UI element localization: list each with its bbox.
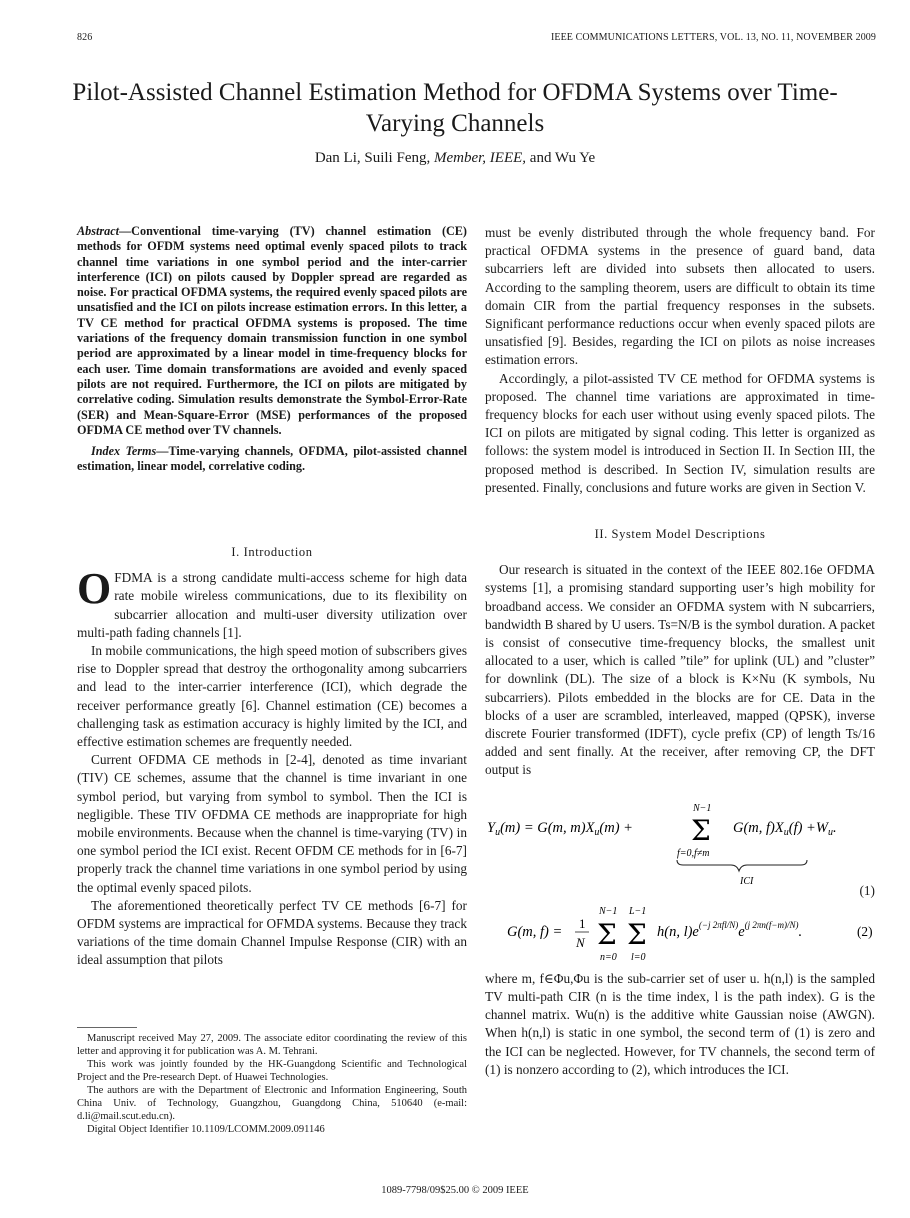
system-model-paragraph-1: Our research is situated in the context of the IEEE 802.16e OFDMA systems [1], a promising standard supporting user’s high mobility for broadband access. We consider an OFDMA system with N subcarriers, bandwidth B shared by U users. Ts=N/B is the symbol duration. A packet is consist of consecutive time-frequency blocks, the smallest unit allocated to a user, which is called ”tile” for uplink (UL) and ”cluster” for downlink (DL). The size of a block is K×Nu (K symbols, Nu subcarriers). Pilots embedded in the blocks are for CE. Data in the blocks of a user are scrambled, interleaved, mapped (QPSK), inverse discrete Fourier transformed (IDFT), cycle prefix (CP) of length Ts/16 added and sent finally. At the receiver, after removing CP, the DFT output is (485, 562, 875, 778)
index-terms (77, 444, 467, 475)
copyright-line: 1089-7798/09$25.00 © 2009 IEEE (381, 1185, 529, 1196)
author-member: Member, IEEE, (433, 150, 527, 166)
abstract-text: —Conventional time-varying (TV) channel estimation (CE) methods for OFDM systems need optimal evenly spaced pilots to track channel time variations in one symbol period and the inter-carrier interference (ICI) on pilots caused by Doppler spread are regarded as noise. For practical OFDMA systems, the required evenly spaced pilots are unsatisfied and the ICI on pilots increase estimation errors. In this letter, a TV CE method for practical OFDMA systems is proposed. The time variations of the frequency domain transmission function in one symbol period are approximated by a linear model in time-frequency blocks for each user. Time domain transformations are avoided and evenly spaced pilots are not required. Furthermore, the ICI on pilots are mitigated by correlative coding. Simulation results demonstrate the Symbol-Error-Rate (SER) and Mean-Square-Error (MSE) performances of the proposed OFDMA CE method over TV channels. (77, 224, 467, 437)
footnote-4: Digital Object Identifier 10.1109/LCOMM.2009.091146 (87, 1124, 325, 1135)
equation-1 (485, 794, 875, 884)
footnote-3: The authors are with the Department of Electronic and Information Engineering, South China Univ. of Technology, Guangzhou, Guangdong China, 510640 (e-mail: d.li@mail.scut.edu.cn). (77, 1085, 467, 1122)
abstract (77, 224, 467, 438)
eq1-sum-upper: N−1 (693, 802, 712, 814)
index-terms-label: Index Terms (91, 444, 157, 459)
eq1-sigma: Σ (691, 813, 711, 847)
drop-cap: O (77, 564, 112, 614)
journal-header: IEEE COMMUNICATIONS LETTERS, VOL. 13, NO. 11, NOVEMBER 2009 (550, 32, 876, 43)
eq2-sum1-lower: n=0 (600, 951, 617, 962)
intro-paragraph-4-cont: must be evenly distributed through the whole frequency band. For practical OFDMA systems in the presence of guard band, data subcarriers left are divided into subsets then allocated to users. According to the sampling theorem, users are difficult to obtain its time domain CIR from the partial frequency responses in the subsets. Significant performance reductions occur when evenly spaced pilots are unsatisfied [9]. Besides, regarding the ICI on pilots as noise increases estimation errors. (485, 225, 875, 368)
eq1-rhs: G(m, $f)X_u(f) +W_u$. (733, 819, 837, 838)
intro-paragraph-2: In mobile communications, the high speed motion of subscribers gives rise to Doppler spread that destroy the orthogonality among subcarriers and lead to the inter-carrier interference (ICI), which degrade the receiver performance greatly [6]. Channel estimation (CE) becomes a challenging task as estimation accuracy is highly limited by the ICI, and effective estimation schemes are frequently needed. (77, 643, 467, 750)
eq2-sum2-lower: l=0 (631, 951, 646, 962)
footnote (77, 1032, 467, 1136)
eq1-sum-lower: f=0,f≠m (677, 847, 710, 859)
equation-2 (485, 900, 875, 962)
section-heading-intro: I. Introduction (231, 545, 313, 559)
eq2-frac-den: N (576, 934, 585, 950)
left-column-body (77, 543, 467, 970)
equation-1-svg (485, 794, 875, 884)
intro-paragraph-1 (77, 564, 467, 642)
section-heading-system-model: II. System Model Descriptions (594, 527, 766, 542)
author-line (60, 150, 850, 167)
equation-1-number: (1) (859, 882, 875, 898)
author-names: Dan Li, Suili Feng, (314, 150, 431, 166)
footnote-1: Manuscript received May 27, 2009. The associate editor coordinating the review of this letter and approving it for publication was A. M. Tehrani. (77, 1033, 467, 1057)
intro-paragraph-5: Accordingly, a pilot-assisted TV CE method for OFDMA systems is proposed. The channel time variations are approximated in time-frequency blocks for each user without using evenly spaced pilots. The ICI on pilots are mitigated by signal coding. This letter is organized as follows: the system model is introduced in Section II. In Section III, the proposed method is described. In Section IV, simulation results are presented. Finally, conclusions and future works are given in Section V. (485, 370, 875, 495)
eq2-sigma-1: Σ (597, 917, 617, 951)
eq2-sum1-upper: N−1 (599, 905, 618, 917)
paper-title: Pilot-Assisted Channel Estimation Method for OFDMA Systems over Time-Varying Channels (72, 79, 838, 137)
eq2-frac-num: 1 (579, 915, 586, 931)
eq1-underbrace (677, 860, 807, 871)
eq1-brace-label: ICI (740, 875, 754, 884)
footnote-2: This work was jointly founded by the HK-Guangdong Scientific and Technological Project and the Pre-research Dept. of Huawei Technologies. (77, 1059, 467, 1083)
equation-2-svg (485, 900, 875, 962)
eq2-lhs: G(m, f) = (507, 923, 563, 940)
eq2-rhs: h(n, $l)e^{(-j 2\pi fl/N)}e^{(j 2\pi n(f-m)/N)}$. (657, 919, 803, 940)
page-number: 826 (77, 32, 93, 43)
right-column (485, 224, 875, 1079)
eq1-number-row (485, 884, 875, 900)
left-column (77, 224, 467, 475)
system-model-paragraph-2: where m, f∈Φu,Φu is the sub-carrier set of user u. h(n,l) is the sampled TV multi-path CIR (n is the time index, l is the path index). G is the channel matrix. Wu(n) is the additive white Gaussian noise (AWGN). When h(n,l) is static in one symbol, the second term of (1) is zero and the ICI can be neglected. However, for TV channels, the second term of (1) is nonzero according to (2), which introduces the ICI. (485, 970, 875, 1077)
intro-paragraph-4: The aforementioned theoretically perfect TV CE methods [6-7] for OFDM systems are impractical for OFMDA systems. Because they track variations of the time domain Channel Impulse Response (CIR) with an ideal assumption that pilots (77, 897, 467, 968)
intro-p1-text: FDMA is a strong candidate multi-access scheme for high data rate mobile wireless communications, due to its flexibility on subcarrier allocation and multi-user diversity utilization over multi-path fading channels [1]. (77, 570, 467, 640)
author-last: and Wu Ye (529, 150, 596, 166)
intro-paragraph-3: Current OFDMA CE methods in [2-4], denoted as time invariant (TIV) CE schemes, assume that the channel is time invariant in one symbol period, but varying from symbol to symbol. Then the ICI is negligible. These TIV OFDMA CE methods are inappropriate for high mobile environments. Because when the channel is time-varying (TV) in one symbol period the ICI exist. Recent OFDM CE methods for in [6-7] properly track the channel time variations in one symbol period by using the optimal evenly spaced pilots. (77, 752, 467, 895)
equation-2-number: (2) (857, 923, 873, 939)
abstract-label: Abstract (77, 224, 119, 238)
eq1-lhs: $Y_u(m) = G(m$, $m)X_u(m)$ + (487, 819, 633, 838)
eq2-sigma-2: Σ (627, 917, 647, 951)
footnote-rule (77, 1027, 137, 1028)
index-terms-text: —Time-varying channels, OFDMA, pilot-assisted channel estimation, linear model, correlative coding. (77, 444, 467, 474)
eq2-sum2-upper: L−1 (629, 905, 647, 917)
